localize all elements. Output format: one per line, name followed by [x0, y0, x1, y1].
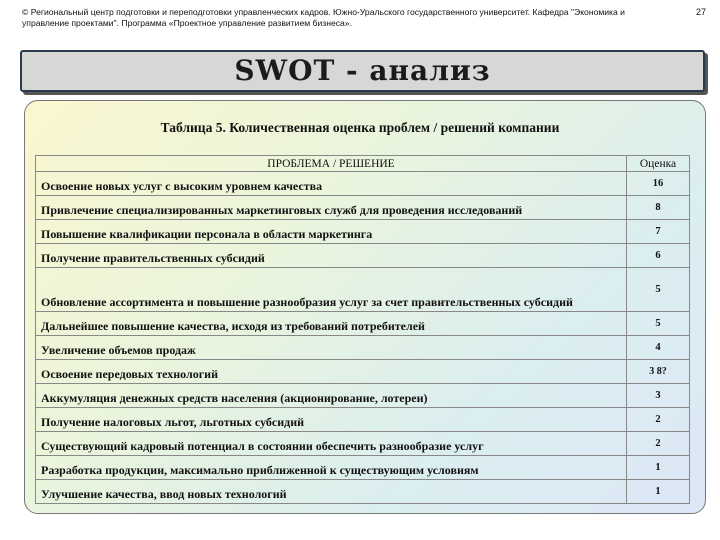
page-number: 27 — [695, 7, 706, 17]
problem-cell: Разработка продукции, максимально приближенной к существующим условиям — [36, 456, 627, 480]
problem-cell: Освоение новых услуг с высоким уровнем качества — [36, 172, 627, 196]
table-caption: Таблица 5. Количественная оценка проблем / решений компании — [160, 120, 560, 135]
problem-cell: Дальнейшее повышение качества, исходя из требований потребителей — [36, 312, 627, 336]
problem-cell: Получение правительственных субсидий — [36, 244, 627, 268]
table-row — [36, 360, 690, 384]
problem-cell: Освоение передовых технологий — [36, 360, 627, 384]
score-cell: 3 — [627, 384, 690, 408]
column-header-score: Оценка — [627, 156, 690, 172]
score-cell: 4 — [627, 336, 690, 360]
score-cell: 2 — [627, 408, 690, 432]
table-row — [36, 384, 690, 408]
table-row — [36, 432, 690, 456]
table-row — [36, 312, 690, 336]
problem-cell: Обновление ассортимента и повышение разнообразия услуг за счет правительственных субсидий — [36, 268, 627, 312]
table-row — [36, 268, 690, 312]
score-cell: 8 — [627, 196, 690, 220]
title-banner — [20, 50, 705, 92]
slide-title: SWOT - анализ — [234, 54, 491, 87]
table-row — [36, 480, 690, 504]
score-cell: 1 — [627, 480, 690, 504]
problem-cell: Привлечение специализированных маркетинговых служб для проведения исследований — [36, 196, 627, 220]
table-row — [36, 244, 690, 268]
score-cell: 1 — [627, 456, 690, 480]
score-value: 3 8? — [649, 366, 667, 377]
score-cell: 7 — [627, 220, 690, 244]
table-row — [36, 408, 690, 432]
table-header-row — [36, 156, 690, 172]
problem-cell: Получение налоговых льгот, льготных субсидий — [36, 408, 627, 432]
score-cell: 16 — [627, 172, 690, 196]
problem-cell: Повышение квалификации персонала в области маркетинга — [36, 220, 627, 244]
problem-cell: Аккумуляция денежных средств населения (акционирование, лотереи) — [36, 384, 627, 408]
table-row — [36, 336, 690, 360]
page-header: © Региональный центр подготовки и переподготовки управленческих кадров. Южно-Уральского государственного университет. Кафедра "Экономика и управление проектами". Программа «Проектное управление развитием бизнеса». — [22, 7, 625, 28]
problem-cell: Существующий кадровый потенциал в состоянии обеспечить разнообразие услуг — [36, 432, 627, 456]
table-row — [36, 172, 690, 196]
score-cell: 5 — [627, 268, 690, 312]
score-cell: 5 — [627, 312, 690, 336]
table-row — [36, 196, 690, 220]
score-cell: 2 — [627, 432, 690, 456]
score-cell — [627, 360, 690, 384]
score-cell: 6 — [627, 244, 690, 268]
problem-cell: Улучшение качества, ввод новых технологий — [36, 480, 627, 504]
table-row — [36, 220, 690, 244]
problems-table — [35, 155, 690, 504]
problem-cell: Увеличение объемов продаж — [36, 336, 627, 360]
column-header-problem: ПРОБЛЕМА / РЕШЕНИЕ — [36, 156, 627, 172]
table-row — [36, 456, 690, 480]
